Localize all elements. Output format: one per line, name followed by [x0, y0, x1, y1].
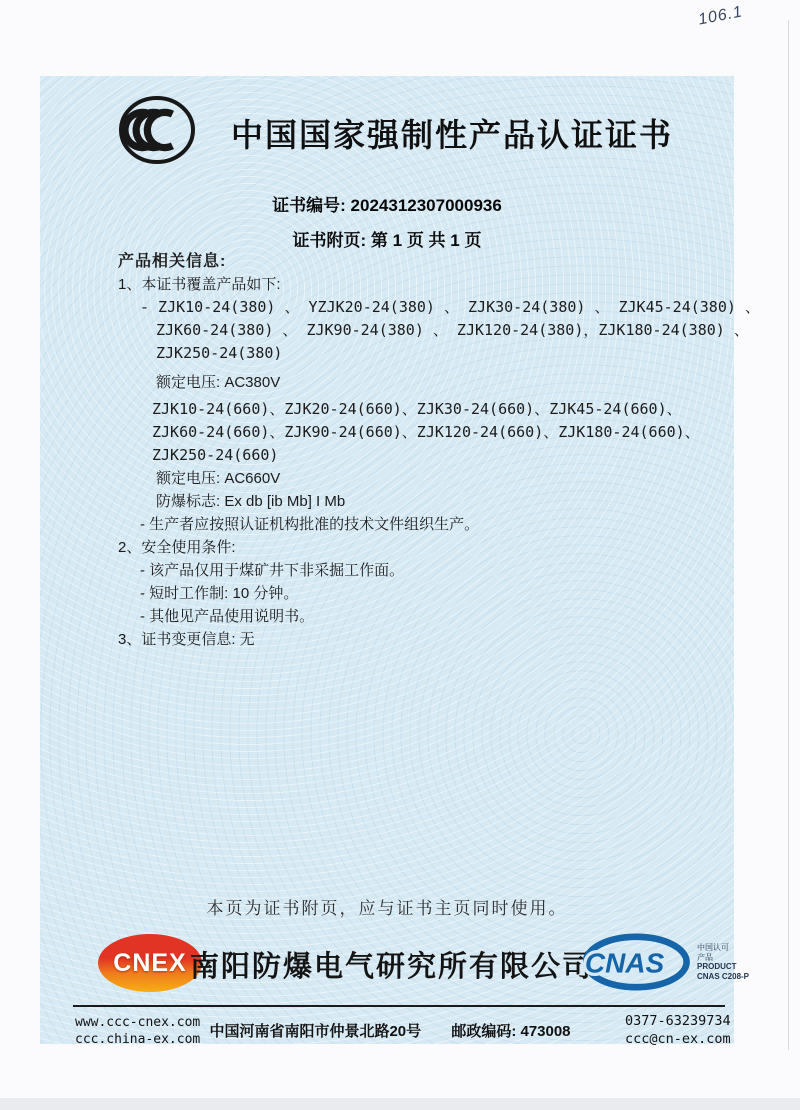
item3-heading: 3、证书变更信息: 无 [118, 631, 255, 648]
rated-voltage-380: 额定电压: AC380V [156, 374, 281, 391]
product-line-660-2: ZJK60-24(660)、ZJK90-24(660)、ZJK120-24(660)、ZJK180-24(660)、 [152, 423, 700, 441]
certificate-number: 证书编号: 2024312307000936 [272, 196, 502, 215]
attachment-usage-note: 本页为证书附页，应与证书主页同时使用。 [206, 899, 568, 918]
organization-name: 南阳防爆电气研究所有限公司 [190, 951, 594, 983]
svg-text:CNAS: CNAS [584, 947, 665, 979]
contact-address-row [185, 1020, 595, 1041]
safety-note-3: - 其他见产品使用说明书。 [140, 608, 315, 625]
cnas-side-line-2: 产品 [697, 952, 713, 962]
safety-note-1: - 该产品仅用于煤矿井下非采掘工作面。 [140, 562, 405, 579]
postal-code: 邮政编码: 473008 [451, 1023, 571, 1040]
certificate-page [40, 76, 760, 1047]
cnas-side-line-4: CNAS C208-P [697, 971, 750, 981]
handwritten-page-number: 106.1 [696, 3, 745, 29]
certificate-body [118, 250, 760, 651]
contact-websites [75, 1014, 200, 1048]
scanner-edge-line [788, 20, 789, 1050]
producer-note: - 生产者应按照认证机构批准的技术文件组织生产。 [140, 516, 480, 533]
website-2: ccc.china-ex.com [75, 1032, 201, 1047]
postal-address: 中国河南省南阳市仲景北路20号 [209, 1023, 422, 1040]
rated-voltage-660: 额定电压: AC660V [156, 470, 281, 487]
item1-heading: 1、本证书覆盖产品如下: [118, 276, 281, 293]
contact-phone-email [625, 1012, 731, 1048]
phone-number: 0377-63239734 [625, 1013, 731, 1029]
email-address: ccc@cn-ex.com [625, 1031, 731, 1047]
item2-heading: 2、安全使用条件: [118, 539, 236, 556]
product-line-660-1: ZJK10-24(660)、ZJK20-24(660)、ZJK30-24(660)、ZJK45-24(660)、 [152, 400, 682, 418]
safety-note-2: - 短时工作制: 10 分钟。 [140, 585, 299, 602]
footer-divider [73, 1005, 725, 1007]
cnas-logo-icon [583, 932, 695, 992]
product-line-380-3: ZJK250-24(380) [156, 344, 283, 362]
cnas-side-text [697, 943, 749, 981]
product-line-380-1: - ZJK10-24(380) 、 YZJK20-24(380) 、 ZJK30-24(380) 、 ZJK45-24(380) 、 [140, 298, 760, 316]
ccc-mark-icon [116, 94, 198, 166]
cnas-side-line-1: 中国认可 [697, 943, 729, 952]
explosion-proof-marking: 防爆标志: Ex db [ib Mb] I Mb [156, 493, 346, 510]
certificate-page-line: 证书附页: 第 1 页 共 1 页 [292, 231, 482, 250]
product-line-380-2: ZJK60-24(380) 、 ZJK90-24(380) 、 ZJK120-24(380)，ZJK180-24(380) 、 [156, 321, 749, 339]
certificate-title: 中国国家强制性产品认证证书 [230, 117, 673, 153]
scanner-bottom-strip [0, 1098, 800, 1110]
cnas-accreditation-block [583, 932, 749, 992]
section-product-info-title: 产品相关信息: [118, 253, 227, 270]
website-1: www.ccc-cnex.com [75, 1015, 201, 1030]
cnas-side-line-3: PRODUCT [697, 962, 737, 971]
cnex-logo: CNEX [98, 934, 202, 992]
product-line-660-3: ZJK250-24(660) [152, 446, 279, 464]
